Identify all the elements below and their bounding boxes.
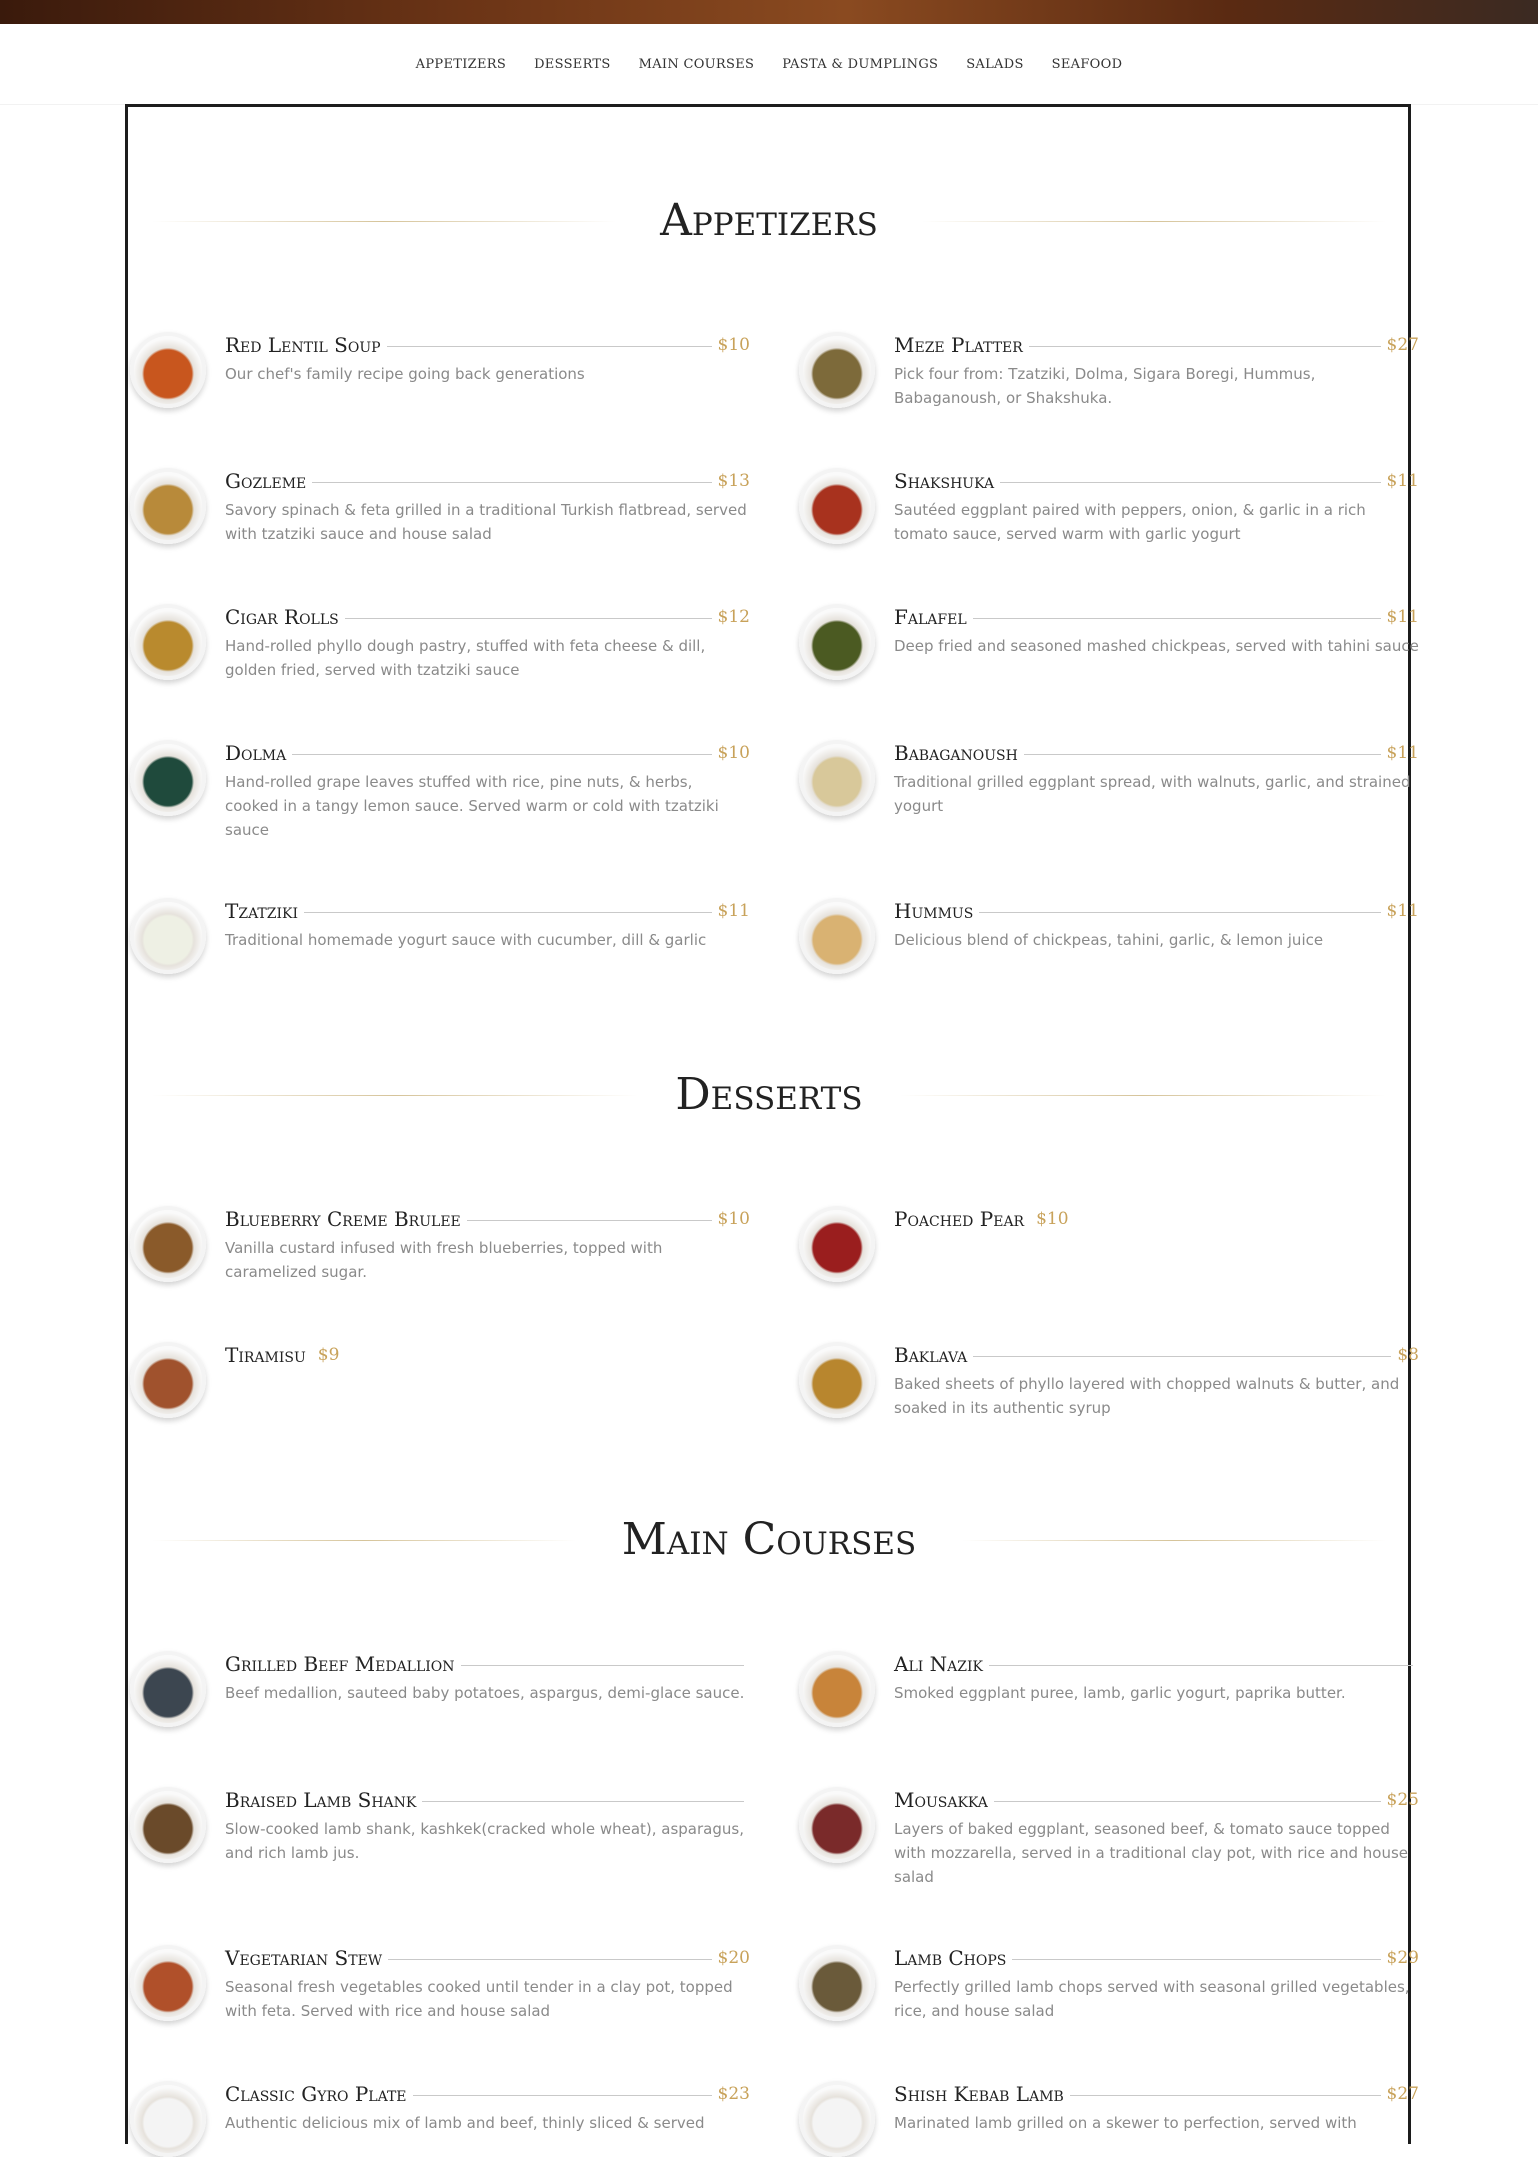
dish-photo bbox=[799, 1342, 875, 1418]
item-price: $27 bbox=[1386, 2084, 1419, 2104]
dotted-leader bbox=[1012, 1959, 1380, 1960]
item-name: Dolma bbox=[225, 741, 287, 765]
dotted-leader bbox=[979, 912, 1380, 913]
item-name: Hummus bbox=[894, 899, 974, 923]
dotted-leader bbox=[422, 1801, 744, 1802]
item-name: Shakshuka bbox=[894, 469, 995, 493]
item-header bbox=[225, 1342, 750, 1368]
dish-photo bbox=[130, 332, 206, 408]
hero-banner bbox=[0, 0, 1538, 24]
dish-photo bbox=[799, 604, 875, 680]
item-name: Mousakka bbox=[894, 1788, 988, 1812]
dish-photo bbox=[130, 1342, 206, 1418]
item-header bbox=[894, 604, 1419, 630]
section-divider-left bbox=[152, 1095, 638, 1096]
item-price: $12 bbox=[717, 607, 750, 627]
item-header bbox=[894, 332, 1419, 358]
item-header bbox=[894, 1945, 1419, 1971]
item-header bbox=[894, 898, 1419, 924]
item-name: Classic Gyro Plate bbox=[225, 2082, 407, 2106]
item-description: Traditional homemade yogurt sauce with cucumber, dill & garlic bbox=[225, 931, 707, 949]
item-description: Our chef's family recipe going back generations bbox=[225, 365, 585, 383]
item-description: Sautéed eggplant paired with peppers, onion, & garlic in a rich tomato sauce, served warm with garlic yogurt bbox=[894, 501, 1366, 543]
item-description: Hand-rolled phyllo dough pastry, stuffed with feta cheese & dill, golden fried, served with tzatziki sauce bbox=[225, 637, 706, 679]
item-name: Cigar Rolls bbox=[225, 605, 339, 629]
nav-item-pasta-dumplings[interactable]: PASTA & DUMPLINGS bbox=[782, 57, 939, 72]
item-name: Baklava bbox=[894, 1343, 968, 1367]
dish-photo bbox=[799, 2081, 875, 2157]
item-name: Blueberry Creme Brulee bbox=[225, 1207, 461, 1231]
dish-photo bbox=[799, 468, 875, 544]
dotted-leader bbox=[1070, 2095, 1381, 2096]
item-description: Traditional grilled eggplant spread, with walnuts, garlic, and strained yogurt bbox=[894, 773, 1411, 815]
item-name: Braised Lamb Shank bbox=[225, 1788, 417, 1812]
item-description: Seasonal fresh vegetables cooked until tender in a clay pot, topped with feta. Served with rice and house salad bbox=[225, 1978, 733, 2020]
item-name: Falafel bbox=[894, 605, 967, 629]
item-price: $11 bbox=[1386, 901, 1419, 921]
item-price: $29 bbox=[1386, 1948, 1419, 1968]
item-header bbox=[894, 740, 1419, 766]
dish-photo bbox=[130, 898, 206, 974]
dish-photo bbox=[130, 740, 206, 816]
dotted-leader bbox=[413, 2095, 712, 2096]
dotted-leader bbox=[973, 618, 1381, 619]
item-name: Meze Platter bbox=[894, 333, 1023, 357]
item-description: Pick four from: Tzatziki, Dolma, Sigara Boregi, Hummus, Babaganoush, or Shakshuka. bbox=[894, 365, 1316, 407]
item-description: Layers of baked eggplant, seasoned beef, & tomato sauce topped with mozzarella, served in a traditional clay pot, with rice and house salad bbox=[894, 1820, 1409, 1886]
nav-item-main-courses[interactable]: MAIN COURSES bbox=[638, 57, 755, 72]
dotted-leader bbox=[1000, 482, 1380, 483]
dish-photo bbox=[130, 468, 206, 544]
item-description: Authentic delicious mix of lamb and beef, thinly sliced & served bbox=[225, 2114, 705, 2132]
dotted-leader bbox=[388, 1959, 711, 1960]
item-description: Beef medallion, sauteed baby potatoes, aspargus, demi-glace sauce. bbox=[225, 1684, 745, 1702]
item-name: Tiramisu bbox=[225, 1343, 306, 1367]
item-price: $10 bbox=[1036, 1209, 1069, 1229]
dish-photo bbox=[799, 332, 875, 408]
dish-photo bbox=[799, 1945, 875, 2021]
section-divider-right bbox=[922, 221, 1386, 222]
item-header bbox=[894, 1206, 1419, 1232]
section-divider-left bbox=[152, 1540, 576, 1541]
dish-photo bbox=[799, 898, 875, 974]
dotted-leader bbox=[1029, 346, 1381, 347]
item-description: Marinated lamb grilled on a skewer to perfection, served with bbox=[894, 2114, 1357, 2132]
item-header bbox=[894, 1342, 1419, 1368]
section-divider-left bbox=[152, 221, 616, 222]
nav-item-appetizers[interactable]: APPETIZERS bbox=[415, 57, 507, 72]
item-header bbox=[225, 740, 750, 766]
item-header bbox=[225, 1787, 750, 1813]
item-price: $11 bbox=[1386, 743, 1419, 763]
item-name: Ali Nazik bbox=[894, 1652, 983, 1676]
dish-photo bbox=[130, 1787, 206, 1863]
item-price: $27 bbox=[1386, 335, 1419, 355]
item-price: $11 bbox=[1386, 607, 1419, 627]
item-price: $9 bbox=[317, 1345, 340, 1365]
dish-photo bbox=[799, 740, 875, 816]
dish-photo bbox=[130, 604, 206, 680]
dotted-leader bbox=[387, 346, 712, 347]
item-price: $8 bbox=[1397, 1345, 1419, 1365]
item-description: Smoked eggplant puree, lamb, garlic yogurt, paprika butter. bbox=[894, 1684, 1346, 1702]
item-price: $25 bbox=[1386, 1790, 1419, 1810]
item-header bbox=[894, 468, 1419, 494]
item-price: $23 bbox=[717, 2084, 750, 2104]
section-divider-right bbox=[962, 1540, 1386, 1541]
item-header bbox=[894, 1787, 1419, 1813]
item-header bbox=[225, 1651, 750, 1677]
dotted-leader bbox=[292, 754, 711, 755]
item-header bbox=[225, 1206, 750, 1232]
item-price: $11 bbox=[1386, 471, 1419, 491]
nav-item-desserts[interactable]: DESSERTS bbox=[534, 57, 611, 72]
section-divider-right bbox=[900, 1095, 1386, 1096]
dish-photo bbox=[799, 1651, 875, 1727]
item-header bbox=[225, 2081, 750, 2107]
item-description: Perfectly grilled lamb chops served with seasonal grilled vegetables, rice, and house salad bbox=[894, 1978, 1410, 2020]
dish-photo bbox=[130, 1651, 206, 1727]
nav-item-salads[interactable]: SALADS bbox=[966, 57, 1024, 72]
category-nav bbox=[0, 24, 1538, 105]
item-description: Hand-rolled grape leaves stuffed with rice, pine nuts, & herbs, cooked in a tangy lemon sauce. Served warm or cold with tzatziki sauce bbox=[225, 773, 719, 839]
item-price: $13 bbox=[717, 471, 750, 491]
dotted-leader bbox=[345, 618, 712, 619]
item-price: $10 bbox=[717, 1209, 750, 1229]
dotted-leader bbox=[1024, 754, 1381, 755]
dish-photo bbox=[799, 1206, 875, 1282]
item-header bbox=[225, 468, 750, 494]
item-description: Deep fried and seasoned mashed chickpeas, served with tahini sauce bbox=[894, 637, 1419, 655]
item-header bbox=[894, 2081, 1419, 2107]
dish-photo bbox=[130, 1945, 206, 2021]
dish-photo bbox=[799, 1787, 875, 1863]
item-description: Savory spinach & feta grilled in a traditional Turkish flatbread, served with tzatziki sauce and house salad bbox=[225, 501, 747, 543]
item-name: Tzatziki bbox=[225, 899, 298, 923]
nav-item-seafood[interactable]: SEAFOOD bbox=[1051, 57, 1123, 72]
item-description: Vanilla custard infused with fresh blueberries, topped with caramelized sugar. bbox=[225, 1239, 663, 1281]
dotted-leader bbox=[467, 1220, 712, 1221]
item-price: $10 bbox=[717, 335, 750, 355]
item-name: Babaganoush bbox=[894, 741, 1018, 765]
dotted-leader bbox=[989, 1665, 1413, 1666]
item-header bbox=[225, 898, 750, 924]
item-name: Grilled Beef Medallion bbox=[225, 1652, 455, 1676]
item-header bbox=[225, 604, 750, 630]
dotted-leader bbox=[304, 912, 712, 913]
item-description: Delicious blend of chickpeas, tahini, garlic, & lemon juice bbox=[894, 931, 1324, 949]
dotted-leader bbox=[461, 1665, 744, 1666]
dotted-leader bbox=[973, 1356, 1391, 1357]
section-title-main: Main Courses bbox=[621, 1514, 917, 1565]
section-title-appetizers: Appetizers bbox=[660, 195, 878, 246]
dish-photo bbox=[130, 2081, 206, 2157]
item-name: Red Lentil Soup bbox=[225, 333, 381, 357]
item-name: Gozleme bbox=[225, 469, 307, 493]
item-name: Shish Kebab Lamb bbox=[894, 2082, 1064, 2106]
item-header bbox=[225, 332, 750, 358]
item-header bbox=[225, 1945, 750, 1971]
item-price: $20 bbox=[717, 1948, 750, 1968]
dish-photo bbox=[130, 1206, 206, 1282]
item-price: $10 bbox=[717, 743, 750, 763]
dotted-leader bbox=[994, 1801, 1381, 1802]
dotted-leader bbox=[312, 482, 711, 483]
section-title-desserts: Desserts bbox=[675, 1069, 863, 1120]
item-description: Baked sheets of phyllo layered with chopped walnuts & butter, and soaked in its authentic syrup bbox=[894, 1375, 1400, 1417]
item-header bbox=[894, 1651, 1419, 1677]
item-name: Lamb Chops bbox=[894, 1946, 1007, 1970]
item-name: Poached Pear bbox=[894, 1207, 1025, 1231]
item-price: $11 bbox=[717, 901, 750, 921]
item-name: Vegetarian Stew bbox=[225, 1946, 383, 1970]
item-description: Slow-cooked lamb shank, kashkek(cracked whole wheat), asparagus, and rich lamb jus. bbox=[225, 1820, 744, 1862]
